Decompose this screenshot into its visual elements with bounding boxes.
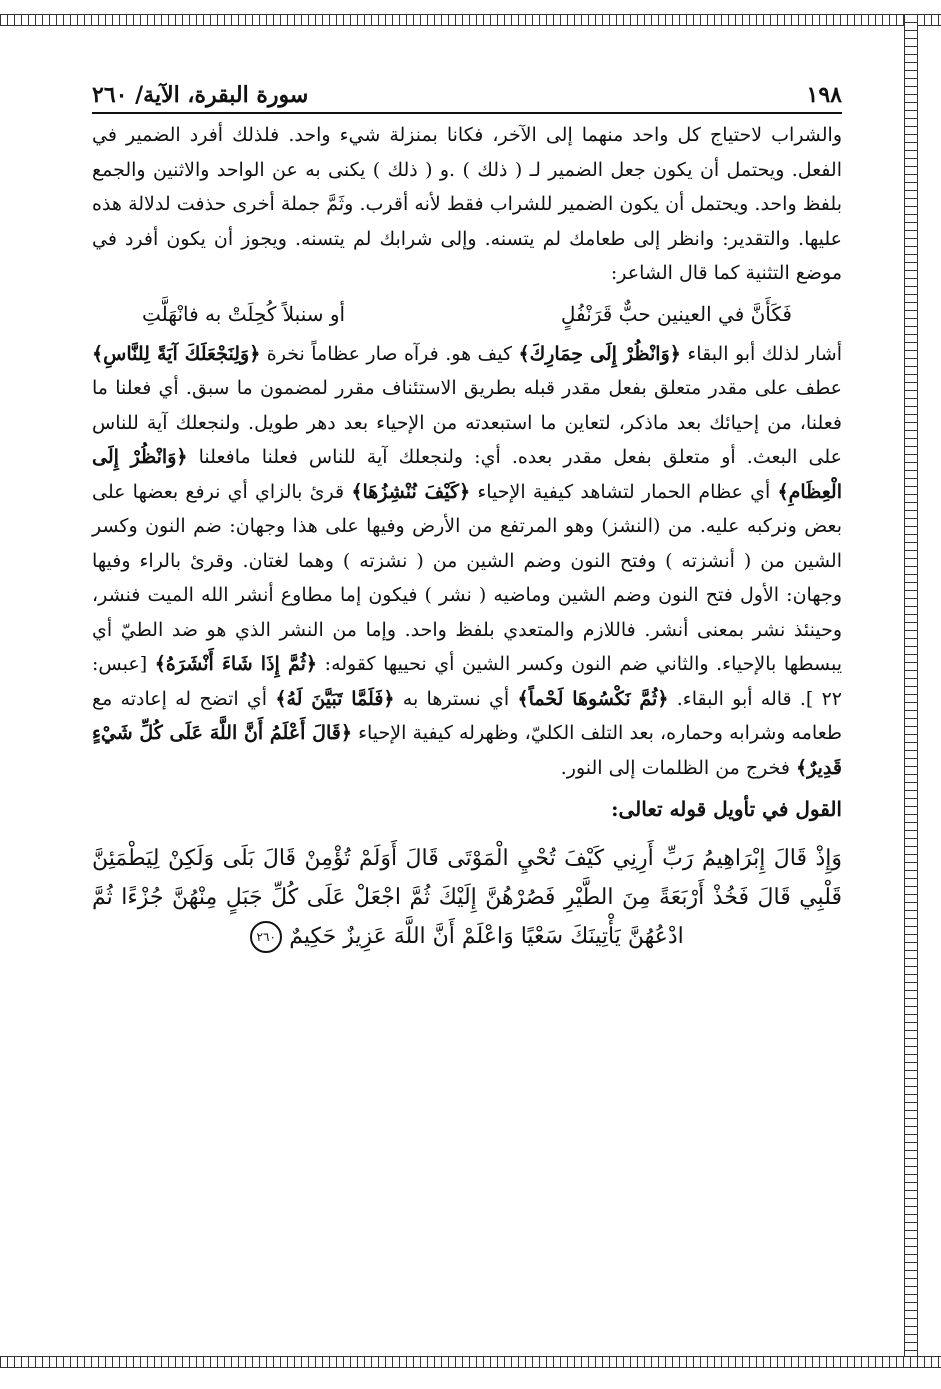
text-segment: [عبس: ٢٢ ]. قاله أبو البقاء. [92,653,842,710]
text-segment: فخرج من الظلمات إلى النور. [560,756,797,779]
text-segment: أشار لذلك أبو البقاء [680,342,842,365]
top-ornamental-border [0,14,941,26]
quran-quote: ﴿وَانْظُرْ إِلَى حِمَارِكَ﴾ [518,342,681,365]
text-segment: أي اتضح له إعادته مع طعامه وشرابه وحماره، بعد التلف الكليّ، وظهرله كيفية الإحياء [92,687,842,744]
quran-quote: ﴿ثُمَّ نَكْسُوهَا لَحْماً﴾ [517,687,669,710]
paragraph-1: والشراب لاحتياج كل واحد منهما إلى الآخر، فكانا بمنزلة شيء واحد. فلذلك أفرد الضمير في الفعل. ويحتمل أن يكون جعل الضمير لـ ( ذلك ) .و ( ذلك ) يكنى به عن الواحد والاثنين والجمع بلفظ واحد. ويحتمل أن يكون الضمير للشراب فقط لأنه أقرب. وثَمَّ جملة أخرى حذفت لدلالة هذه عليها. والتقدير: وانظر إلى طعامك لم يتسنه. وإلى شرابك لم يتسنه. ويجوز أن يكون أفرد في موضع التثنية كما قال الشاعر: [92,124,842,284]
page-number: ١٩٨ [806,82,842,108]
quran-quote: ﴿كَيْفَ نُنْشِزُهَا﴾ [351,480,471,503]
surah-title: سورة البقرة، الآية/ ٢٦٠ [92,82,309,108]
quran-quote: ﴿وَانْظُرْ إِلَى الْعِظَامِ﴾ [92,446,842,503]
section-heading: القول في تأويل قوله تعالى: [611,797,842,821]
quran-verse [92,839,842,956]
text-segment: قرئ بالزاي أي نرفع بعضها على بعض ونركبه عليه. من (النشز) وهو المرتفع من الأرض وفيها على هذا وجهان: ضم النون وكسر الشين من ( أنشزته ) وفتح النون وضم الشين من ( نشزته ) وهما لغتان. وقرئ بالراء وفيها وجهان: الأول فتح النون وضم الشين وماضيه ( نشر ) فيكون إما مطاوع أنشر الله الميت فنشر، وحينئذ نشر بمعنى أنشر. فاللازم والمتعدي بلفظ واحد. وإما من النشر الذي هو ضد الطيّ أي يبسطها بالإحياء. والثاني ضم النون وكسر الشين أي نحييها كقوله: [92,480,842,675]
quran-quote: ﴿وَلِنَجْعَلَكَ آيَةً لِلنَّاسِ﴾ [92,342,261,365]
page-content [92,70,842,956]
verse-number-marker: ٢٦٠ [250,921,282,953]
text-segment: أي نسترها به [394,687,518,710]
quran-quote: ﴿ثُمَّ إِذَا شَاءَ أَنْشَرَهُ﴾ [154,653,318,675]
paragraph-2 [92,337,842,786]
poem-hemistich-1: فَكَأَنَّ في العينين حبٌّ قَرَنْفُلٍ [560,301,792,326]
quran-quote: ﴿قَالَ أَعْلَمُ أَنَّ اللَّهَ عَلَى كُلِّ شَيْءٍ قَدِيرٌ﴾ [92,722,842,779]
text-segment: عطف على مقدر متعلق بفعل مقدر قبله بطريق الاستئناف مقرر لمضمون ما سبق. أي فعلنا ما فعلنا، من إحيائك بعد ماذكر، لتعاين ما استبعدته من الإحياء بعد دهر طويل. ولنجعلك آية للناس على البعث. أو متعلق بفعل مقدر بعده. أي: ولنجعلك آية للناس فعلنا مافعلنا [92,377,842,468]
right-ornamental-border [904,14,918,1368]
poem-verse [92,291,842,337]
poem-hemistich-2: أو سنبلاً كُحِلَتْ به فانْهَلَّتِ [142,301,346,326]
bottom-ornamental-border [0,1356,941,1368]
page-header [92,70,842,114]
text-segment: أي عظام الحمار لتشاهد كيفية الإحياء [470,480,778,503]
verse-text: وَإِذْ قَالَ إِبْرَاهِيمُ رَبِّ أَرِنِي كَيْفَ تُحْيِ الْمَوْتَى قَالَ أَوَلَمْ تُؤْمِنْ قَالَ بَلَى وَلَكِنْ لِيَطْمَئِنَّ قَلْبِي قَالَ فَخُذْ أَرْبَعَةً مِنَ الطَّيْرِ فَصُرْهُنَّ إِلَيْكَ ثُمَّ اجْعَلْ عَلَى كُلِّ جَبَلٍ مِنْهُنَّ جُزْءًا ثُمَّ ادْعُهُنَّ يَأْتِينَكَ سَعْيًا وَاعْلَمْ أَنَّ اللَّهَ عَزِيزٌ حَكِيمٌ [92,846,842,949]
text-segment: كيف هو. فرآه صار عظاماً نخرة [260,342,519,365]
commentary-text [92,118,842,956]
quran-quote: ﴿فَلَمَّا تَبَيَّنَ لَهُ﴾ [275,687,395,710]
